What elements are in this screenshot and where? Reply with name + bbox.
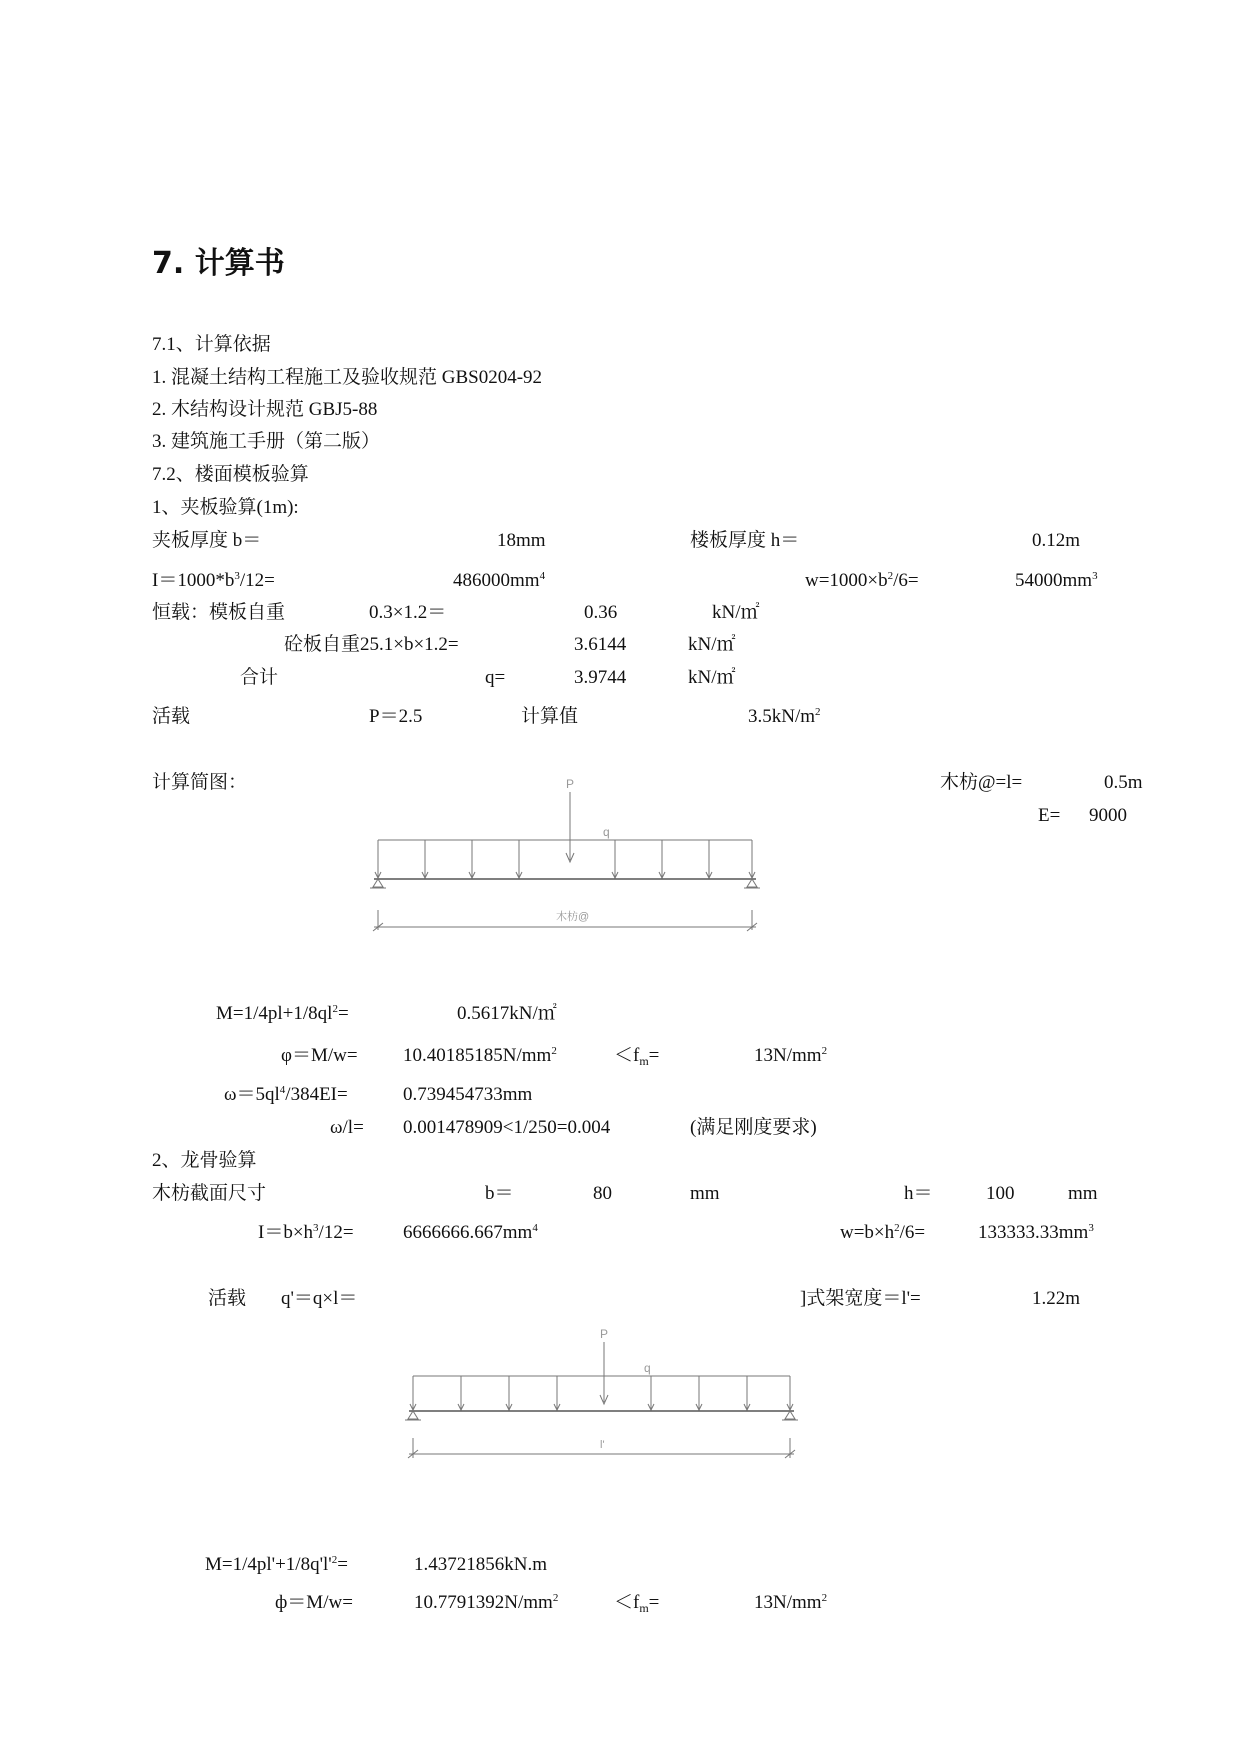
design-value-label: 计算值 [521, 706, 579, 727]
left-support [408, 1411, 418, 1419]
formwork-weight-formula: 0.3×1.2＝ [369, 602, 447, 623]
distributed-load-label: q [603, 825, 610, 839]
deflection-value: 0.739454733mm [403, 1084, 533, 1105]
joist-modulus-formula: $w=b\times h^2/6=$ [840, 1222, 926, 1243]
elastic-modulus-label: E= [1038, 805, 1061, 826]
plywood-inertia-value: $486000mm^4$ [453, 570, 546, 591]
total-unit: kN/㎡ [688, 667, 736, 688]
joist-inertia-formula: $I=b\times h^3/12=$ [258, 1222, 354, 1243]
slab-weight-formula: 砼板自重25.1×b×1.2= [284, 634, 459, 655]
slab-weight-value: 3.6144 [574, 634, 627, 655]
moment-formula: $M=1/4pl+1/8ql^2=$ [216, 1003, 349, 1024]
deflection-ratio-value: 0.001478909<1/250=0.004 [403, 1117, 611, 1138]
plywood-modulus-value: $54000mm^3$ [1015, 570, 1098, 591]
step-heading-joist: 2、龙骨验算 [152, 1150, 257, 1171]
joist-stress-value: $10.7791392N/mm^2$ [414, 1592, 559, 1613]
joist-width-value: 80 [593, 1183, 612, 1204]
joist-height-label: h＝ [904, 1183, 933, 1204]
plywood-thickness-value: 18mm [497, 530, 546, 551]
design-value: $3.5kN/m^2$ [748, 706, 821, 727]
subsection-heading-basis: 7.1、计算依据 [152, 334, 271, 355]
section-title: 7. 计算书 [152, 246, 285, 281]
right-support [785, 1411, 795, 1419]
left-support [373, 879, 383, 887]
total-value: 3.9744 [574, 667, 627, 688]
slab-thickness-label: 楼板厚度 h＝ [690, 530, 800, 551]
elastic-modulus-value: 9000 [1089, 805, 1127, 826]
beam-diagram-plywood [360, 770, 760, 940]
span-label: 木枋@ [556, 911, 590, 923]
joist-width-label: b＝ [485, 1183, 514, 1204]
step-heading-plywood: 1、夹板验算(1m): [152, 497, 299, 518]
frame-width-value: 1.22m [1032, 1288, 1081, 1309]
plywood-thickness-label: 夹板厚度 b＝ [152, 530, 262, 551]
joist-stress-formula: ф＝M/w= [275, 1592, 353, 1613]
joist-moment-formula: $M=1/4pl'+1/8q'l'^2=$ [205, 1554, 348, 1575]
joist-inertia-value: $6666666.667mm^4$ [403, 1222, 538, 1243]
joist-allowable-stress-value: $13N/mm^2$ [754, 1592, 828, 1613]
reference-item: 2. 木结构设计规范 GBJ5-88 [152, 399, 378, 420]
total-q-label: q= [485, 667, 506, 688]
stress-formula: φ＝M/w= [281, 1045, 358, 1066]
allowable-stress-label: $<f_m=$ [614, 1045, 660, 1068]
joist-section-label: 木枋截面尺寸 [152, 1183, 267, 1204]
distributed-load-arrows [375, 840, 755, 878]
live-load-p: P＝2.5 [369, 706, 423, 727]
subsection-heading-floor-formwork: 7.2、楼面模板验算 [152, 464, 309, 485]
joist-live-label: 活载 [208, 1288, 247, 1309]
distributed-load-label: q [644, 1361, 651, 1375]
joist-line-load-formula: q'＝q×l＝ [281, 1288, 358, 1309]
joist-modulus-value: $133333.33mm^3$ [978, 1222, 1094, 1243]
moment-value: 0.5617kN/㎡ [457, 1003, 557, 1024]
joist-height-value: 100 [986, 1183, 1015, 1204]
joist-spacing-label: 木枋@=l= [940, 772, 1023, 793]
slab-weight-unit: kN/㎡ [688, 634, 736, 655]
deflection-formula: $\omega=5ql^4/384EI=$ [224, 1084, 348, 1105]
joist-height-unit: mm [1068, 1183, 1098, 1204]
slab-thickness-value: 0.12m [1032, 530, 1081, 551]
joist-moment-value: 1.43721856kN.m [414, 1554, 547, 1575]
joist-spacing-value: 0.5m [1104, 772, 1143, 793]
allowable-stress-value: $13N/mm^2$ [754, 1045, 828, 1066]
joist-allowable-stress-label: $<f_m=$ [614, 1592, 660, 1615]
plywood-modulus-formula: $w=1000\times b^2/6=$ [805, 570, 919, 591]
diagram-label: 计算简图： [152, 772, 248, 793]
formwork-weight-value: 0.36 [584, 602, 618, 623]
reference-item: 3. 建筑施工手册（第二版） [152, 431, 381, 452]
plywood-inertia-formula: $I=1000*b^3/12=$ [152, 570, 275, 591]
span-label: l' [600, 1439, 605, 1451]
point-load-label: P [566, 777, 575, 791]
dead-load-label: 恒载：模板自重 [152, 602, 286, 623]
distributed-load-arrows [410, 1376, 793, 1410]
right-support [747, 879, 757, 887]
reference-item: 1. 混凝土结构工程施工及验收规范 GBS0204-92 [152, 367, 543, 388]
total-label: 合计 [240, 667, 279, 688]
joist-width-unit: mm [690, 1183, 720, 1204]
point-load-label: P [600, 1327, 609, 1341]
stress-value: $10.40185185N/mm^2$ [403, 1045, 557, 1066]
frame-width-label: ]式架宽度＝l'= [800, 1288, 921, 1309]
formwork-weight-unit: kN/㎡ [712, 602, 760, 623]
beam-diagram-joist [400, 1320, 810, 1470]
stiffness-note: (满足刚度要求) [690, 1117, 817, 1138]
live-load-label: 活载 [152, 706, 191, 727]
deflection-ratio-formula: ω/l= [330, 1117, 364, 1138]
